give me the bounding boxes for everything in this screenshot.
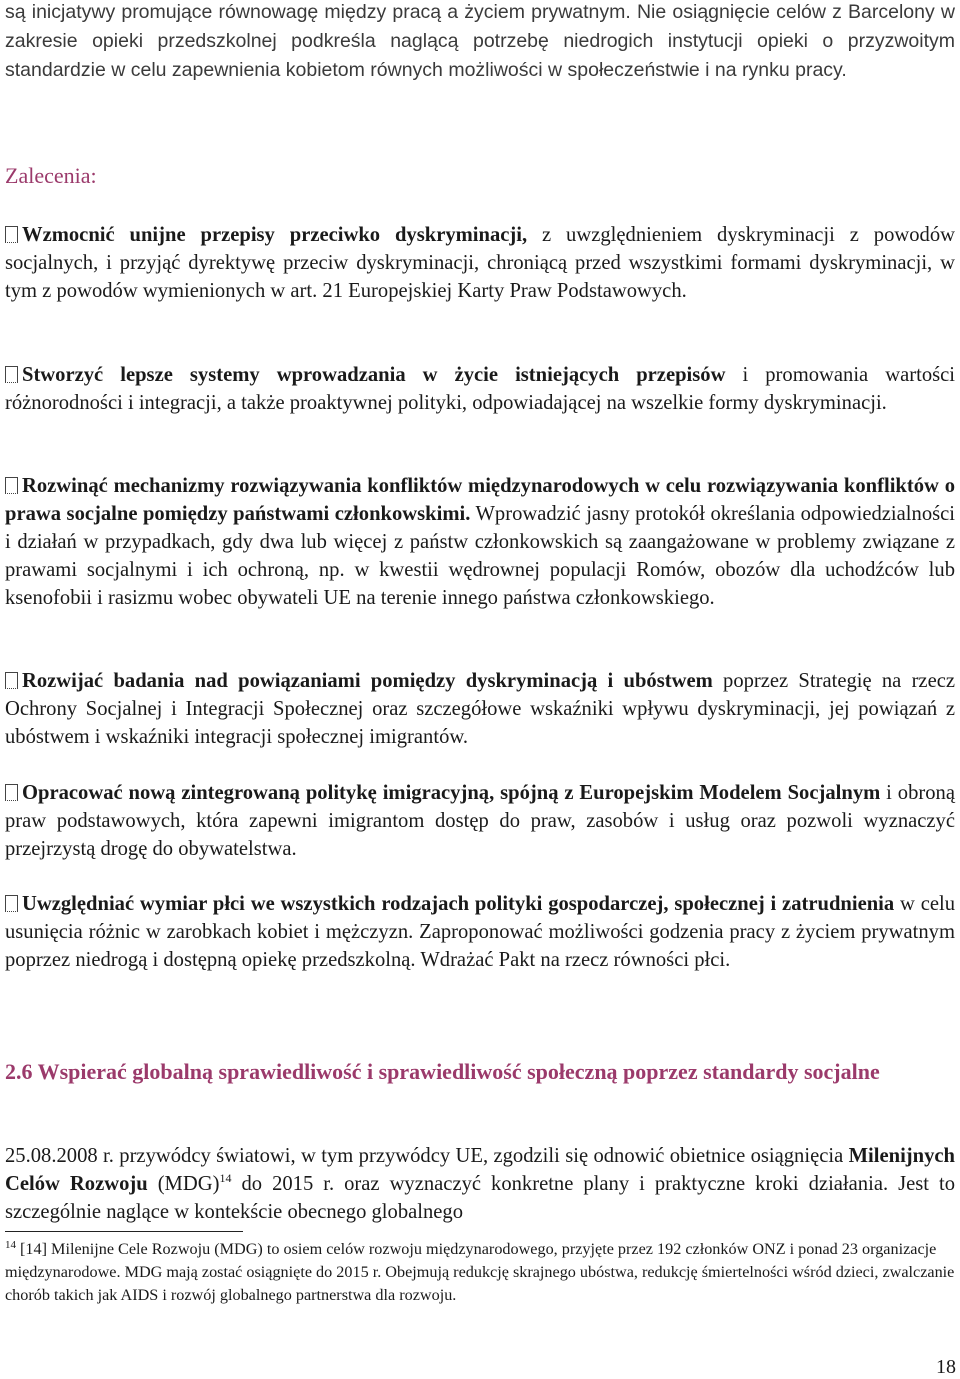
recommendation-bold: Opracować nową zintegrowaną politykę imigracyjną, spójną z Europejskim Modelem Socjalnym bbox=[22, 782, 881, 804]
recommendation-bold: Stworzyć lepsze systemy wprowadzania w życie istniejących przepisów bbox=[22, 364, 726, 386]
recommendation-item bbox=[5, 667, 955, 751]
footnote-text: [14] Milenijne Cele Rozwoju (MDG) to osiem celów rozwoju międzynarodowego, przyjęte przez 192 członków ONZ i ponad 23 organizacje międzynarodowe. MDG mają zostać osiągnięte do 2015 r. Obejmują redukcję skrajnego ubóstwa, redukcję śmiertelności wśród dzieci, zwalczanie chorób takich jak AIDS i rozwój globalnego partnerstwa dla rozwoju. bbox=[5, 1240, 955, 1304]
section-heading: 2.6 Wspierać globalną sprawiedliwość i sprawiedliwość społeczną poprzez standardy socjalne bbox=[5, 1059, 880, 1084]
footnote-separator bbox=[5, 1231, 243, 1232]
recommendation-bold: Uwzględniać wymiar płci we wszystkich rodzajach polityki gospodarczej, społecznej i zatrudnienia bbox=[22, 893, 895, 915]
recommendations-heading: Zalecenia: bbox=[5, 163, 97, 188]
page-number: 18 bbox=[936, 1356, 956, 1378]
body-text: 25.08.2008 r. przywódcy światowi, w tym przywódcy UE, zgodzili się odnowić obietnice osiągnięcia bbox=[5, 1145, 849, 1167]
footnote-number: 14 bbox=[5, 1239, 16, 1251]
recommendation-text: i obroną praw podstawowych, która zapewni imigrantom dostęp do praw, zasobów i usług oraz pozwoli wyznaczyć przejrzystą drogę do obywatelstwa. bbox=[5, 782, 955, 860]
recommendation-bold: Wzmocnić unijne przepisy przeciwko dyskryminacji, bbox=[22, 224, 528, 246]
recommendation-text: Wprowadzić jasny protokół określania odpowiedzialności i działań w przypadkach, gdy dwa lub więcej z państw członkowskich są zaangażowane w problemy związane z prawami socjalnymi i ich ochroną, np. w kwestii wędrownej populacji Romów, obozów dla uchodźców lub ksenofobii i rasizmu wobec obywateli UE na terenie innego państwa członkowskiego. bbox=[5, 503, 955, 609]
recommendation-bold: Rozwinąć mechanizmy rozwiązywania konfliktów międzynarodowych w celu rozwiązywania konfliktów o prawa socjalne pomiędzy państwami członkowskimi. bbox=[5, 475, 955, 525]
bullet-icon bbox=[5, 226, 18, 243]
recommendation-item bbox=[5, 779, 955, 863]
intro-paragraph: są inicjatywy promujące równowagę między pracą a życiem prywatnym. Nie osiągnięcie celów z Barcelony w zakresie opieki przedszkolnej podkreśla naglącą potrzebę niedrogich instytucji opieki o przyzwoitym standardzie w celu zapewnienia kobietom równych możliwości w społeczeństwie i na rynku pracy. bbox=[5, 1, 955, 81]
recommendation-text: w celu usunięcia różnic w zarobkach kobiet i mężczyzn. Zaproponować możliwości godzenia pracy z życiem prywatnym poprzez niedrogą i dostępną opiekę przedszkolną. Wdrażać Pakt na rzecz równości płci. bbox=[5, 893, 955, 971]
bullet-icon bbox=[5, 366, 18, 383]
recommendation-item bbox=[5, 472, 955, 612]
recommendation-item bbox=[5, 221, 955, 305]
body-text: (MDG) bbox=[147, 1173, 220, 1195]
bullet-icon bbox=[5, 477, 18, 494]
body-text: do 2015 r. oraz wyznaczyć konkretne plany i praktyczne kroki działania. Jest to szczególnie naglące w kontekście obecnego globalnego bbox=[5, 1173, 956, 1223]
recommendation-text: z uwzględnieniem dyskryminacji z powodów socjalnych, i przyjąć dyrektywę przeciw dyskryminacji, chroniącą przed wszystkimi formami dyskryminacji, w tym z powodów wymienionych w art. 21 Europejskiej Karty Praw Podstawowych. bbox=[5, 224, 955, 302]
recommendation-text: i promowania wartości różnorodności i integracji, a także proaktywnej polityki, odpowiadającej na wszelkie formy dyskryminacji. bbox=[5, 364, 956, 414]
body-bold: Milenijnych Celów Rozwoju bbox=[5, 1145, 955, 1195]
footnote bbox=[5, 1238, 955, 1307]
recommendation-item bbox=[5, 890, 955, 974]
bullet-icon bbox=[5, 895, 18, 912]
recommendation-bold: Rozwijać badania nad powiązaniami pomiędzy dyskryminacją i ubóstwem bbox=[22, 670, 713, 692]
footnote-reference[interactable]: 14 bbox=[219, 1171, 232, 1185]
bullet-icon bbox=[5, 784, 18, 801]
body-paragraph bbox=[5, 1142, 955, 1226]
recommendation-text: poprzez Strategię na rzecz Ochrony Socjalnej i Integracji Społecznej oraz szczegółowe wskaźniki wpływu dyskryminacji, jej powiązań z ubóstwem i wskaźniki integracji społecznej imigrantów. bbox=[5, 670, 955, 748]
bullet-icon bbox=[5, 672, 18, 689]
recommendation-item bbox=[5, 361, 955, 417]
